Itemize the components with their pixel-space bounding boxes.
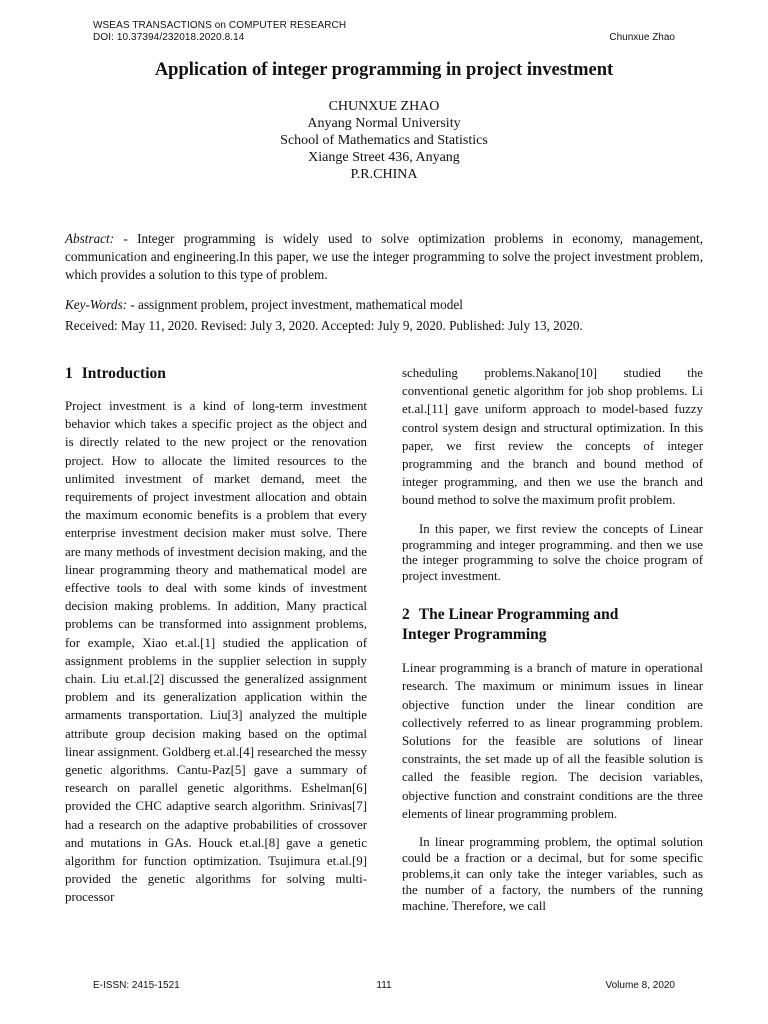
page-number: 111: [376, 980, 392, 991]
abstract-text: - Integer programming is widely used to solve optimization problems in economy, management, communication and engineering.In this paper, we use the integer programming to solve the project investment problem, which provides a solution to this type of problem.: [65, 231, 703, 283]
journal-name: WSEAS TRANSACTIONS on COMPUTER RESEARCH: [93, 20, 347, 31]
footer-volume: Volume 8, 2020: [605, 980, 675, 991]
section-heading-introduction: [65, 364, 367, 384]
doi: DOI: 10.37394/232018.2020.8.14: [93, 32, 245, 43]
intro-paragraph-2: In this paper, we first review the concepts of Linear programming and integer programming. and then we use the integer programming to solve the choice program of project investment.: [402, 521, 703, 584]
keywords-text: - assignment problem, project investment, mathematical model: [127, 297, 463, 312]
section2-paragraph-2: In linear programming problem, the optimal solution could be a fraction or a decimal, but for some specific problems,it can only take the integer variables, such as the number of a factory, the numbers of the running machine. Therefore, we call: [402, 835, 703, 913]
intro-paragraph-1: Project investment is a kind of long-term investment behavior which takes a specific project as the object and is directly related to the new project or the renovation project. How to allocate the limited resources to the unlimited investment of market demand, meet the requirements of project investment allocation and obtain the maximum economic benefits is a problem that every enterprise investment decision maker must solve. There are many methods of investment decision making, and the linear programming theory and mathematical model are effective tools to deal with some kinds of investment decision making problems. In addition, Many practical problems can be transformed into assignment problems, for example, Xiao et.al.[1] studied the application of assignment problems in the supplier selection in supply chain. Liu et.al.[2] discussed the generalized assignment problem and its generalization application within the armaments transportation. Liu[3] analyzed the multiple attribute group decision making based on the optimal linear assignment. Goldberg et.al.[4] researched the messy genetic algorithms. Cantu-Paz[5] gave a summary of research on parallel genetic algorithms. Eshelman[6] provided the CHC adaptive search algorithm. Srinivas[7] had a research on the adaptive probabilities of crossover and mutations in GAs. Houck et.al.[8] gave a genetic algorithm for function optimization. Tsujimura et.al.[9] provided the genetic algorithms for solving multi-processor: [65, 399, 367, 905]
author-school: School of Mathematics and Statistics: [280, 133, 488, 148]
abstract: [65, 230, 703, 285]
keywords: [65, 296, 703, 314]
paper-title: Application of integer programming in project investment: [154, 60, 614, 80]
section-heading-line-1: [402, 605, 703, 625]
author-university: Anyang Normal University: [307, 116, 461, 131]
footer-issn: E-ISSN: 2415-1521: [93, 980, 180, 991]
section-number: 1: [65, 365, 73, 382]
intro-paragraph-1-continued: scheduling problems.Nakano[10] studied the conventional genetic algorithm for job shop problems. Li et.al.[11] gave uniform approach to model-based fuzzy control system design and structural optimization. In this paper, we first review the concepts of integer programming and the branch and bound method of integer programming, and then we use the branch and bound method to solve the maximum profit problem.: [402, 366, 703, 508]
section-heading-linear-programming: [402, 605, 703, 645]
right-column: [402, 364, 703, 915]
section-number: 2: [402, 606, 410, 624]
author-block: [0, 98, 768, 183]
running-author: Chunxue Zhao: [609, 32, 675, 43]
keywords-label: Key-Words:: [65, 297, 128, 312]
section-title-line-2: Integer Programming: [402, 626, 547, 644]
author-name: CHUNXUE ZHAO: [328, 99, 440, 114]
section-title-line-1: The Linear Programming and: [418, 606, 619, 624]
running-header: [93, 20, 346, 44]
section2-paragraph-1: Linear programming is a branch of mature in operational research. The maximum or minimum issues in linear objective function under the linear condition are collectively referred to as linear programming problem. Solutions for the feasible are solutions of linear constraints, the set made up of all the feasible solution is called the feasible region. The decision variables, objective function and constraint conditions are the three elements of linear programming problem.: [402, 661, 703, 821]
author-street: Xiange Street 436, Anyang: [308, 150, 460, 165]
section-title: Introduction: [81, 365, 166, 382]
abstract-label: Abstract:: [65, 231, 115, 246]
left-column: [65, 364, 367, 907]
author-country: P.R.CHINA: [350, 167, 418, 182]
publication-dates: Received: May 11, 2020. Revised: July 3, 2020. Accepted: July 9, 2020. Published: July 13, 2020.: [65, 318, 583, 333]
